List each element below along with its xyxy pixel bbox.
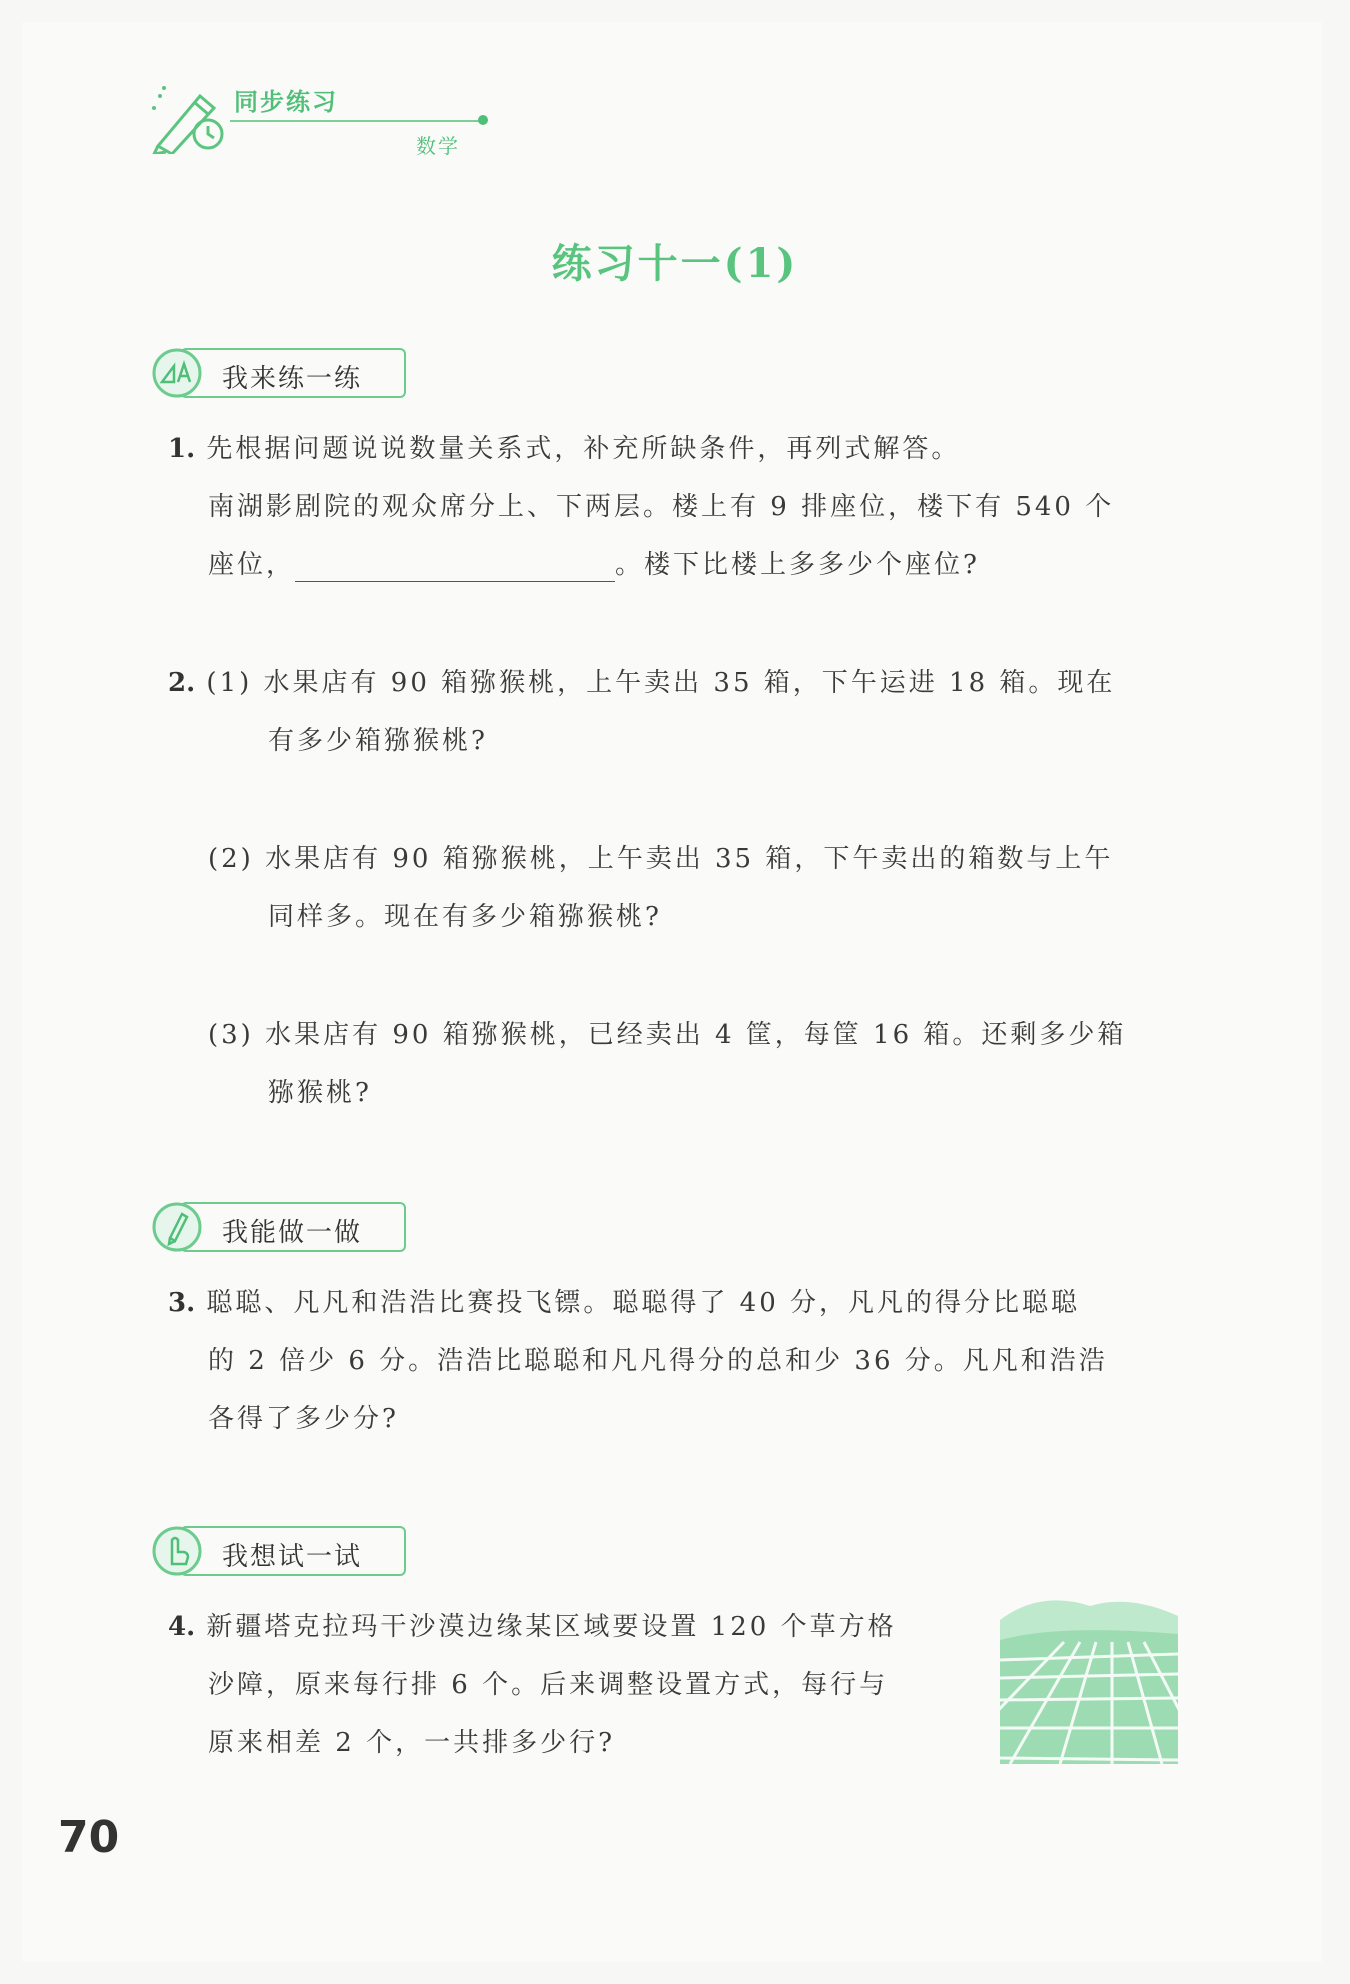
pencil-icon	[152, 1202, 202, 1252]
problem-text: 水果店有 90 箱猕猴桃，已经卖出 4 筐，每筐 16 箱。还剩多少箱	[265, 1020, 1127, 1050]
page-title: 练习十一(1)	[551, 240, 799, 287]
problem-3-line-2: 的 2 倍少 6 分。浩浩比聪聪和凡凡得分的总和少 36 分。凡凡和浩浩	[208, 1346, 1108, 1376]
section-do	[152, 1202, 404, 1252]
problem-2-sub-1-line-1	[168, 666, 1115, 700]
problem-3-line-3: 各得了多少分?	[208, 1404, 399, 1434]
problem-1-line-2: 南湖影剧院的观众席分上、下两层。楼上有 9 排座位，楼下有 540 个	[208, 492, 1115, 522]
brand-title: 同步练习	[234, 88, 338, 116]
problem-4-line-1	[168, 1610, 897, 1644]
page-number: 70	[58, 1812, 120, 1863]
section-tab	[180, 348, 406, 398]
problem-text: 水果店有 90 箱猕猴桃，上午卖出 35 箱，下午运进 18 箱。现在	[263, 668, 1116, 698]
problem-number: 1.	[168, 434, 196, 464]
subject-label: 数学	[416, 134, 460, 158]
problem-2-sub-3-line-1	[208, 1018, 1126, 1052]
section-label: 我想试一试	[222, 1542, 363, 1572]
problem-4-line-3: 原来相差 2 个，一共排多少行?	[208, 1728, 616, 1758]
problem-4-line-2: 沙障，原来每行排 6 个。后来调整设置方式，每行与	[208, 1670, 889, 1700]
problem-text: 新疆塔克拉玛干沙漠边缘某区域要设置 120 个草方格	[206, 1612, 897, 1642]
problem-2-sub-3-line-2: 猕猴桃?	[268, 1078, 372, 1108]
section-label: 我能做一做	[222, 1218, 363, 1248]
problem-1-line-3	[208, 548, 980, 582]
section-practice	[152, 348, 404, 398]
problem-text: 先根据问题说说数量关系式，补充所缺条件，再列式解答。	[206, 434, 961, 464]
problem-2-sub-2-line-2: 同样多。现在有多少箱猕猴桃?	[268, 902, 662, 932]
sub-label: (3)	[208, 1020, 254, 1050]
problem-number: 4.	[168, 1612, 196, 1642]
hand-pointer-icon	[152, 1526, 202, 1576]
sub-label: (2)	[208, 844, 254, 874]
problem-number: 3.	[168, 1288, 196, 1318]
problem-text: 。楼下比楼上多多少个座位?	[615, 550, 980, 580]
problem-text: 聪聪、凡凡和浩浩比赛投飞镖。聪聪得了 40 分，凡凡的得分比聪聪	[206, 1288, 1081, 1318]
book-header	[150, 82, 490, 162]
grass-grid-desert-illustration	[1000, 1590, 1178, 1764]
problem-2-sub-1-line-2: 有多少箱猕猴桃?	[268, 726, 488, 756]
problem-1-line-1	[168, 432, 960, 466]
section-tab	[180, 1202, 406, 1252]
problem-2-sub-2-line-1	[208, 842, 1113, 876]
problem-number: 2.	[168, 668, 196, 698]
problem-text: 水果店有 90 箱猕猴桃，上午卖出 35 箱，下午卖出的箱数与上午	[265, 844, 1114, 874]
pencil-clock-icon	[150, 82, 236, 154]
section-label: 我来练一练	[222, 364, 363, 394]
fill-in-blank[interactable]	[295, 555, 615, 582]
ruler-triangle-icon	[152, 348, 202, 398]
sub-label: (1)	[206, 668, 253, 698]
section-try	[152, 1526, 404, 1576]
section-tab	[180, 1526, 406, 1576]
header-divider	[230, 120, 480, 122]
problem-3-line-1	[168, 1286, 1080, 1320]
problem-text: 座位，	[208, 550, 296, 580]
header-dot	[478, 115, 488, 125]
